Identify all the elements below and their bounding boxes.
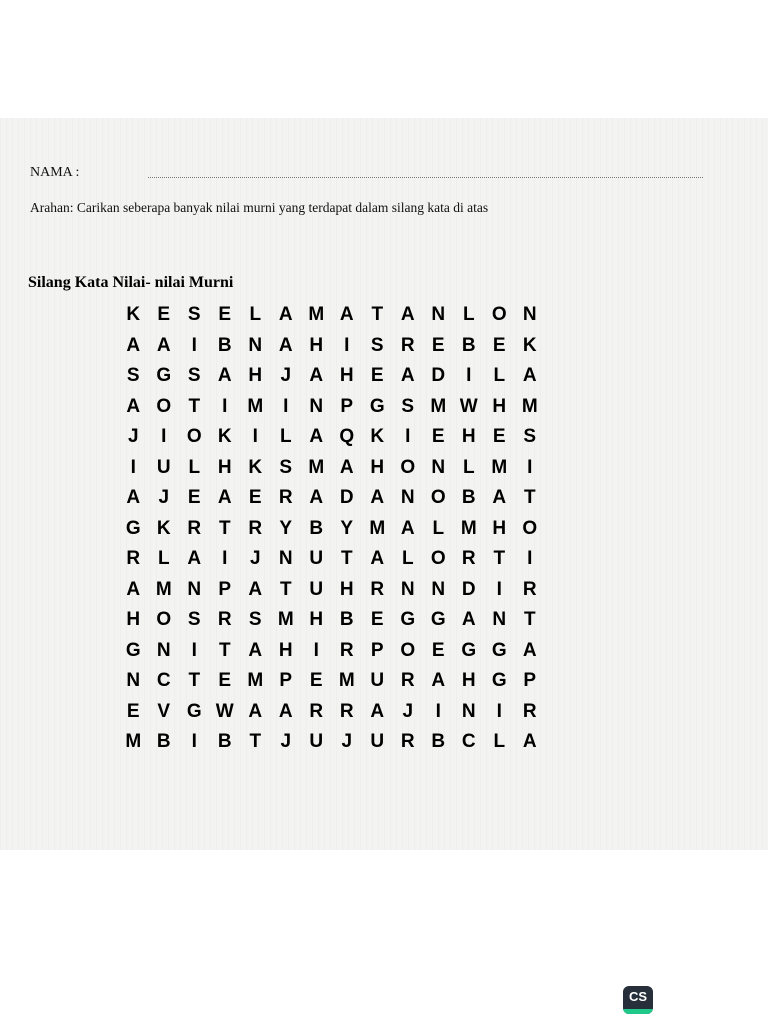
grid-letter: Y — [340, 517, 354, 539]
grid-letter: R — [309, 700, 324, 722]
grid-letter: A — [126, 487, 141, 508]
grid-letter: A — [126, 395, 141, 417]
app-badge-accent — [623, 1009, 653, 1014]
grid-letter: E — [431, 334, 445, 356]
grid-letter: M — [277, 609, 294, 630]
grid-letter: L — [157, 548, 170, 569]
grid-letter: H — [370, 456, 385, 478]
grid-letter: M — [247, 395, 264, 417]
grid-letter: N — [400, 487, 415, 508]
grid-letter: G — [369, 395, 385, 417]
grid-letter: S — [187, 609, 201, 630]
grid-letter: I — [405, 426, 411, 447]
grid-letter: M — [521, 395, 538, 417]
grid-letter: T — [249, 731, 262, 752]
grid-row — [118, 361, 545, 392]
grid-letter: A — [522, 365, 537, 386]
camscanner-logo-icon — [623, 986, 653, 1014]
grid-letter: P — [370, 639, 384, 661]
grid-letter: A — [248, 639, 263, 661]
grid-letter: J — [127, 426, 139, 447]
grid-letter: H — [309, 609, 324, 630]
grid-letter: U — [309, 548, 324, 569]
grid-letter: N — [431, 304, 446, 325]
grid-letter: U — [156, 456, 171, 478]
grid-letter: T — [493, 548, 506, 569]
grid-letter: I — [344, 334, 350, 356]
grid-letter: T — [523, 609, 536, 630]
grid-letter: O — [430, 548, 446, 569]
grid-letter: A — [400, 304, 415, 325]
grid-letter: E — [218, 304, 232, 325]
grid-letter: E — [248, 487, 262, 508]
grid-letter: H — [461, 426, 476, 447]
grid-letter: T — [340, 548, 353, 569]
grid-letter: T — [218, 639, 231, 661]
grid-letter: A — [400, 365, 415, 386]
grid-letter: H — [217, 456, 232, 478]
grid-letter: L — [401, 548, 414, 569]
grid-letter: D — [339, 487, 354, 508]
grid-letter: I — [191, 639, 197, 661]
grid-letter: R — [278, 487, 293, 508]
grid-letter: I — [496, 700, 502, 722]
grid-letter: A — [492, 487, 507, 508]
grid-letter: I — [283, 395, 289, 417]
grid-letter: G — [491, 639, 507, 661]
grid-row — [118, 727, 545, 758]
grid-letter: A — [217, 487, 232, 508]
grid-letter: J — [158, 487, 170, 508]
grid-row — [118, 666, 545, 697]
grid-letter: L — [432, 517, 445, 539]
grid-letter: I — [313, 639, 319, 661]
grid-letter: M — [430, 395, 447, 417]
grid-letter: G — [125, 639, 141, 661]
grid-letter: K — [217, 426, 232, 447]
grid-letter: B — [339, 609, 354, 630]
grid-letter: H — [339, 578, 354, 600]
grid-letter: A — [370, 487, 385, 508]
grid-letter: B — [461, 334, 476, 356]
grid-letter: E — [370, 365, 384, 386]
grid-letter: I — [527, 548, 533, 569]
grid-letter: O — [156, 609, 172, 630]
grid-letter: I — [130, 456, 136, 478]
grid-letter: H — [248, 365, 263, 386]
grid-letter: K — [156, 517, 171, 539]
grid-letter: B — [217, 334, 232, 356]
grid-letter: A — [126, 578, 141, 600]
app-badge-label: CS — [628, 989, 648, 1004]
grid-letter: R — [126, 548, 141, 569]
grid-letter: E — [157, 304, 171, 325]
grid-letter: R — [339, 700, 354, 722]
grid-letter: S — [187, 365, 201, 386]
grid-letter: B — [156, 731, 171, 752]
grid-letter: A — [370, 700, 385, 722]
grid-letter: L — [249, 304, 262, 325]
grid-letter: I — [191, 334, 197, 356]
grid-letter: E — [187, 487, 201, 508]
grid-letter: A — [339, 456, 354, 478]
grid-letter: A — [278, 304, 293, 325]
grid-letter: A — [248, 700, 263, 722]
grid-letter: A — [217, 365, 232, 386]
grid-letter: T — [371, 304, 384, 325]
grid-letter: A — [278, 334, 293, 356]
grid-letter: N — [431, 456, 446, 478]
grid-letter: P — [523, 670, 537, 691]
grid-row — [118, 636, 545, 667]
word-search-grid — [118, 300, 545, 758]
grid-letter: J — [402, 700, 414, 722]
name-field — [30, 165, 680, 187]
grid-letter: T — [523, 487, 536, 508]
grid-letter: L — [279, 426, 292, 447]
grid-letter: J — [249, 548, 261, 569]
grid-letter: R — [522, 700, 537, 722]
grid-letter: R — [339, 639, 354, 661]
grid-letter: H — [492, 395, 507, 417]
grid-letter: M — [247, 670, 264, 691]
grid-letter: J — [341, 731, 353, 752]
grid-row — [118, 544, 545, 575]
grid-letter: H — [492, 517, 507, 539]
grid-letter: Y — [279, 517, 293, 539]
grid-letter: J — [280, 731, 292, 752]
grid-letter: P — [340, 395, 354, 417]
grid-letter: J — [280, 365, 292, 386]
grid-letter: T — [188, 395, 201, 417]
grid-letter: I — [222, 395, 228, 417]
grid-letter: N — [156, 639, 171, 661]
grid-letter: K — [522, 334, 537, 356]
grid-letter: U — [309, 731, 324, 752]
grid-letter: R — [187, 517, 202, 539]
grid-letter: M — [460, 517, 477, 539]
grid-letter: R — [400, 731, 415, 752]
grid-letter: W — [459, 395, 478, 417]
grid-letter: U — [370, 731, 385, 752]
grid-letter: M — [338, 670, 355, 691]
grid-letter: N — [309, 395, 324, 417]
grid-letter: N — [278, 548, 293, 569]
grid-letter: N — [187, 578, 202, 600]
grid-letter: L — [493, 365, 506, 386]
grid-letter: M — [369, 517, 386, 539]
grid-letter: L — [493, 731, 506, 752]
grid-letter: C — [156, 670, 171, 691]
grid-letter: T — [279, 578, 292, 600]
grid-letter: R — [522, 578, 537, 600]
name-label: NAMA : — [30, 165, 80, 180]
grid-letter: G — [491, 670, 507, 691]
grid-letter: N — [461, 700, 476, 722]
grid-letter: G — [156, 365, 172, 386]
grid-letter: I — [435, 700, 441, 722]
grid-letter: H — [309, 334, 324, 356]
grid-letter: A — [309, 487, 324, 508]
grid-letter: T — [188, 670, 201, 691]
grid-letter: T — [218, 517, 231, 539]
grid-letter: A — [431, 670, 446, 691]
grid-row — [118, 697, 545, 728]
grid-letter: O — [522, 517, 538, 539]
grid-letter: S — [370, 334, 384, 356]
grid-letter: E — [431, 639, 445, 661]
grid-row — [118, 575, 545, 606]
grid-letter: I — [191, 731, 197, 752]
grid-letter: H — [339, 365, 354, 386]
grid-letter: I — [222, 548, 228, 569]
grid-letter: G — [186, 700, 202, 722]
name-blank-line — [148, 177, 703, 178]
grid-letter: I — [466, 365, 472, 386]
grid-letter: A — [309, 426, 324, 447]
grid-row — [118, 422, 545, 453]
grid-letter: D — [461, 578, 476, 600]
grid-letter: D — [431, 365, 446, 386]
grid-letter: P — [279, 670, 293, 691]
grid-letter: A — [400, 517, 415, 539]
grid-letter: B — [309, 517, 324, 539]
grid-letter: M — [491, 456, 508, 478]
grid-row — [118, 300, 545, 331]
grid-letter: I — [496, 578, 502, 600]
grid-letter: A — [522, 639, 537, 661]
grid-letter: L — [462, 304, 475, 325]
grid-letter: R — [400, 334, 415, 356]
grid-letter: G — [430, 609, 446, 630]
grid-letter: A — [461, 609, 476, 630]
grid-letter: G — [125, 517, 141, 539]
grid-letter: M — [308, 456, 325, 478]
grid-letter: N — [248, 334, 263, 356]
grid-letter: V — [157, 700, 171, 722]
grid-letter: H — [278, 639, 293, 661]
grid-letter: M — [125, 731, 142, 752]
grid-letter: P — [218, 578, 232, 600]
grid-letter: E — [126, 700, 140, 722]
grid-letter: S — [401, 395, 415, 417]
grid-letter: G — [400, 609, 416, 630]
grid-letter: S — [279, 456, 293, 478]
grid-letter: I — [252, 426, 258, 447]
grid-letter: O — [400, 456, 416, 478]
grid-letter: U — [309, 578, 324, 600]
grid-letter: O — [156, 395, 172, 417]
grid-letter: C — [461, 731, 476, 752]
grid-letter: A — [126, 334, 141, 356]
grid-letter: R — [370, 578, 385, 600]
grid-letter: B — [431, 731, 446, 752]
grid-letter: S — [126, 365, 140, 386]
grid-letter: B — [461, 487, 476, 508]
grid-letter: A — [339, 304, 354, 325]
grid-letter: A — [309, 365, 324, 386]
grid-letter: A — [187, 548, 202, 569]
grid-letter: A — [278, 700, 293, 722]
grid-letter: W — [215, 700, 234, 722]
grid-row — [118, 392, 545, 423]
grid-letter: E — [492, 426, 506, 447]
grid-letter: S — [187, 304, 201, 325]
grid-letter: A — [370, 548, 385, 569]
grid-letter: S — [248, 609, 262, 630]
grid-letter: A — [156, 334, 171, 356]
grid-letter: G — [461, 639, 477, 661]
puzzle-title: Silang Kata Nilai- nilai Murni — [28, 274, 234, 291]
grid-row — [118, 453, 545, 484]
grid-letter: N — [492, 609, 507, 630]
grid-letter: E — [431, 426, 445, 447]
grid-letter: R — [400, 670, 415, 691]
grid-letter: K — [370, 426, 385, 447]
grid-letter: L — [462, 456, 475, 478]
grid-letter: R — [248, 517, 263, 539]
grid-letter: O — [491, 304, 507, 325]
grid-letter: I — [161, 426, 167, 447]
grid-letter: N — [431, 578, 446, 600]
grid-letter: E — [309, 670, 323, 691]
grid-letter: A — [522, 731, 537, 752]
grid-letter: L — [188, 456, 201, 478]
grid-letter: Q — [339, 426, 355, 447]
grid-row — [118, 605, 545, 636]
grid-row — [118, 514, 545, 545]
instruction-text: Arahan: Carikan seberapa banyak nilai murni yang terdapat dalam silang kata di atas — [30, 200, 489, 215]
grid-letter: M — [155, 578, 172, 600]
grid-letter: A — [248, 578, 263, 600]
grid-row — [118, 331, 545, 362]
grid-letter: K — [126, 304, 141, 325]
grid-letter: R — [461, 548, 476, 569]
grid-letter: O — [400, 639, 416, 661]
grid-letter: M — [308, 304, 325, 325]
grid-letter: H — [461, 670, 476, 691]
grid-letter: N — [522, 304, 537, 325]
grid-letter: I — [527, 456, 533, 478]
grid-letter: E — [492, 334, 506, 356]
grid-letter: N — [126, 670, 141, 691]
grid-letter: S — [523, 426, 537, 447]
grid-letter: B — [217, 731, 232, 752]
grid-letter: O — [186, 426, 202, 447]
grid-row — [118, 483, 545, 514]
grid-letter: N — [400, 578, 415, 600]
grid-letter: O — [430, 487, 446, 508]
grid-letter: H — [126, 609, 141, 630]
grid-letter: R — [217, 609, 232, 630]
grid-letter: E — [218, 670, 232, 691]
grid-letter: U — [370, 670, 385, 691]
grid-letter: E — [370, 609, 384, 630]
grid-letter: K — [248, 456, 263, 478]
